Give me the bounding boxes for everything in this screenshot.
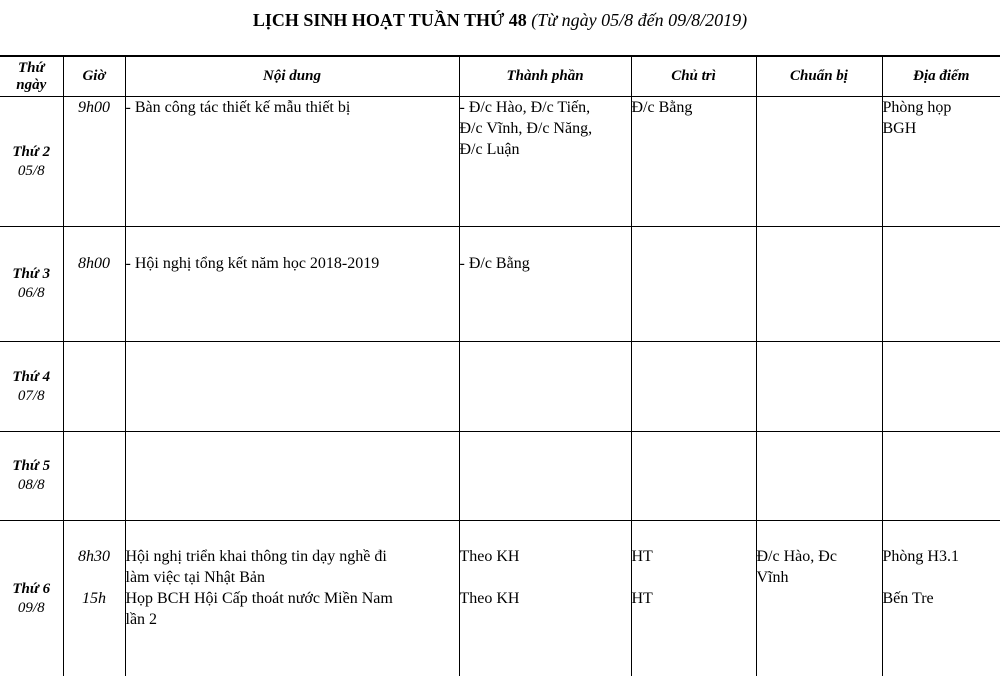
day-cell: [0, 97, 63, 227]
spacer: [460, 567, 631, 588]
time-value: 8h00: [64, 253, 125, 274]
location-cell: [882, 432, 1000, 521]
chair-cell: [631, 342, 756, 432]
content-text: Hội nghị triển khai thông tin dạy nghề đi: [126, 546, 459, 567]
table-row: [0, 432, 1000, 521]
day-cell: [0, 521, 63, 676]
table-row: [0, 521, 1000, 676]
content-text: Họp BCH Hội Cấp thoát nước Miền Nam: [126, 588, 459, 609]
content-cell: [125, 432, 459, 521]
chair-cell: [631, 227, 756, 342]
day-name: Thứ 6: [0, 580, 63, 599]
day-name: Thứ 3: [0, 265, 63, 284]
content-text: làm việc tại Nhật Bản: [126, 567, 459, 588]
chair-text: Đ/c Bằng: [632, 97, 756, 118]
prepare-cell: [756, 97, 882, 227]
chair-cell: [631, 97, 756, 227]
location-line: Bến Tre: [883, 588, 1000, 609]
participants-cell: [459, 342, 631, 432]
header-chair: Chủ trì: [631, 56, 756, 97]
time-value: 8h30: [64, 546, 125, 567]
participants-line: Đ/c Vĩnh, Đ/c Năng,: [460, 118, 631, 139]
table-header-row: [0, 56, 1000, 97]
prepare-cell: [756, 521, 882, 676]
content-text: - Bàn công tác thiết kế mẫu thiết bị: [126, 97, 459, 118]
participants-line: Theo KH: [460, 546, 631, 567]
content-text: - Hội nghị tổng kết năm học 2018-2019: [126, 253, 459, 274]
day-name: Thứ 4: [0, 368, 63, 387]
schedule-table: [0, 55, 1000, 676]
day-date: 07/8: [0, 387, 63, 406]
location-line: Phòng H3.1: [883, 546, 1000, 567]
spacer: [64, 567, 125, 588]
location-line: BGH: [883, 118, 1000, 139]
content-cell: [125, 227, 459, 342]
chair-cell: [631, 521, 756, 676]
header-content: Nội dung: [125, 56, 459, 97]
location-cell: [882, 521, 1000, 676]
location-cell: [882, 97, 1000, 227]
time-cell: [63, 432, 125, 521]
location-cell: [882, 342, 1000, 432]
chair-text: HT: [632, 546, 756, 567]
participants-line: - Đ/c Hào, Đ/c Tiến,: [460, 97, 631, 118]
prepare-cell: [756, 342, 882, 432]
prepare-text: Vĩnh: [757, 567, 882, 588]
chair-cell: [631, 432, 756, 521]
time-cell: [63, 227, 125, 342]
time-cell: [63, 521, 125, 676]
time-value: 15h: [64, 588, 125, 609]
prepare-cell: [756, 432, 882, 521]
participants-cell: [459, 97, 631, 227]
table-row: [0, 227, 1000, 342]
title-main: LỊCH SINH HOẠT TUẦN THỨ 48: [253, 10, 527, 30]
table-row: [0, 342, 1000, 432]
header-time: Giờ: [63, 56, 125, 97]
day-cell: [0, 342, 63, 432]
participants-cell: [459, 432, 631, 521]
table-row: [0, 97, 1000, 227]
participants-cell: [459, 521, 631, 676]
day-date: 06/8: [0, 284, 63, 303]
content-cell: [125, 97, 459, 227]
location-cell: [882, 227, 1000, 342]
time-cell: [63, 342, 125, 432]
title-date-range: (Từ ngày 05/8 đến 09/8/2019): [531, 10, 747, 30]
header-day-line1: Thứ: [0, 60, 63, 77]
time-value: 9h00: [64, 97, 125, 118]
day-date: 09/8: [0, 599, 63, 618]
content-cell: [125, 521, 459, 676]
day-date: 08/8: [0, 476, 63, 495]
day-cell: [0, 227, 63, 342]
participants-line: Theo KH: [460, 588, 631, 609]
prepare-text: Đ/c Hào, Đc: [757, 546, 882, 567]
content-cell: [125, 342, 459, 432]
participants-cell: [459, 227, 631, 342]
participants-line: - Đ/c Bằng: [460, 253, 631, 274]
participants-line: Đ/c Luận: [460, 139, 631, 160]
day-cell: [0, 432, 63, 521]
spacer: [632, 567, 756, 588]
time-cell: [63, 97, 125, 227]
header-day: [0, 56, 63, 97]
header-participants: Thành phần: [459, 56, 631, 97]
day-date: 05/8: [0, 162, 63, 181]
prepare-cell: [756, 227, 882, 342]
location-line: Phòng họp: [883, 97, 1000, 118]
header-day-line2: ngày: [0, 77, 63, 94]
page-title: [0, 9, 1000, 31]
header-prepare: Chuẩn bị: [756, 56, 882, 97]
content-text: lần 2: [126, 609, 459, 630]
day-name: Thứ 2: [0, 143, 63, 162]
spacer: [883, 567, 1000, 588]
header-location: Địa điểm: [882, 56, 1000, 97]
day-name: Thứ 5: [0, 457, 63, 476]
chair-text: HT: [632, 588, 756, 609]
